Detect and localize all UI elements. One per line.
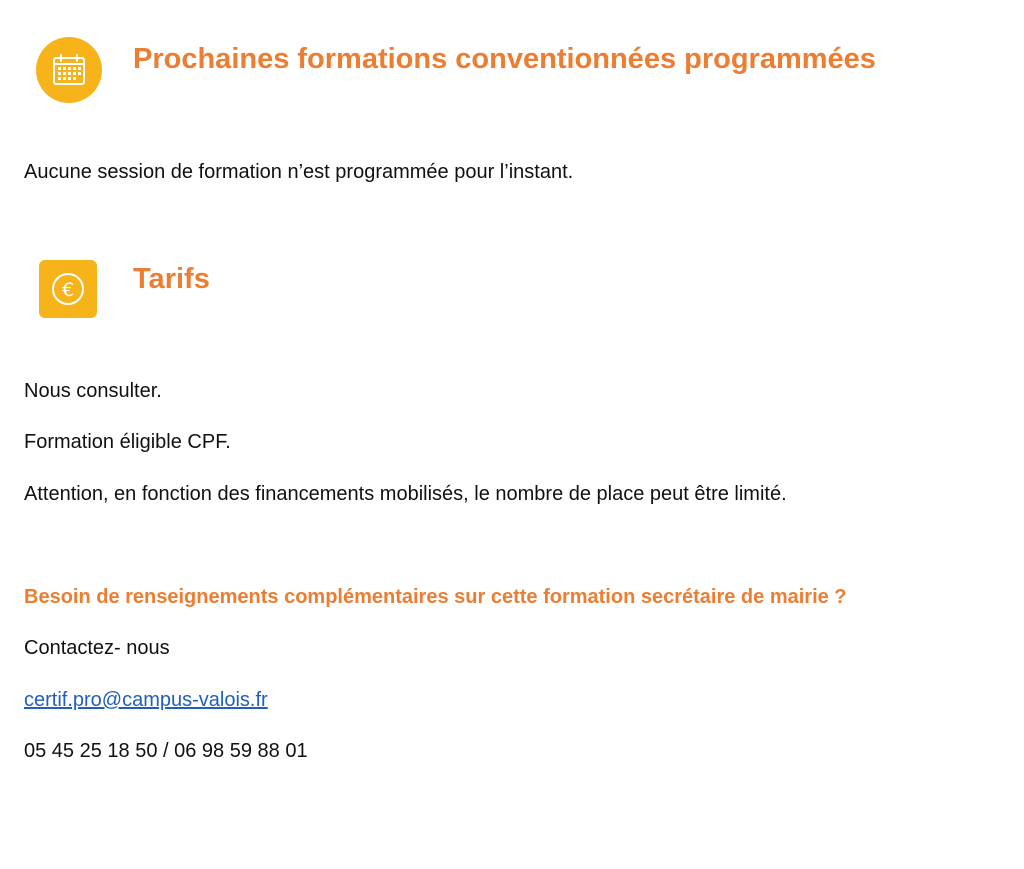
tarifs-line: Nous consulter. [24,380,162,402]
contact-cta: Contactez- nous [24,637,170,659]
formations-header [36,37,102,103]
tarifs-line: Formation éligible CPF. [24,431,231,453]
svg-text:€: € [61,279,75,301]
tarifs-title: Tarifs [133,263,210,295]
tarifs-header [36,260,97,318]
contact-question: Besoin de renseignements complémentaires sur cette formation secrétaire de mairie ? [24,586,847,608]
phone-numbers: 05 45 25 18 50 / 06 98 59 88 01 [24,740,308,762]
formations-title: Prochaines formations conventionnées programmées [133,43,876,75]
tarifs-line: Attention, en fonction des financements mobilisés, le nombre de place peut être limité. [24,483,787,505]
email-link[interactable]: certif.pro@campus-valois.fr [24,689,268,711]
euro-icon [39,260,97,318]
calendar-icon [36,37,102,103]
formations-text: Aucune session de formation n’est programmée pour l’instant. [24,161,574,183]
